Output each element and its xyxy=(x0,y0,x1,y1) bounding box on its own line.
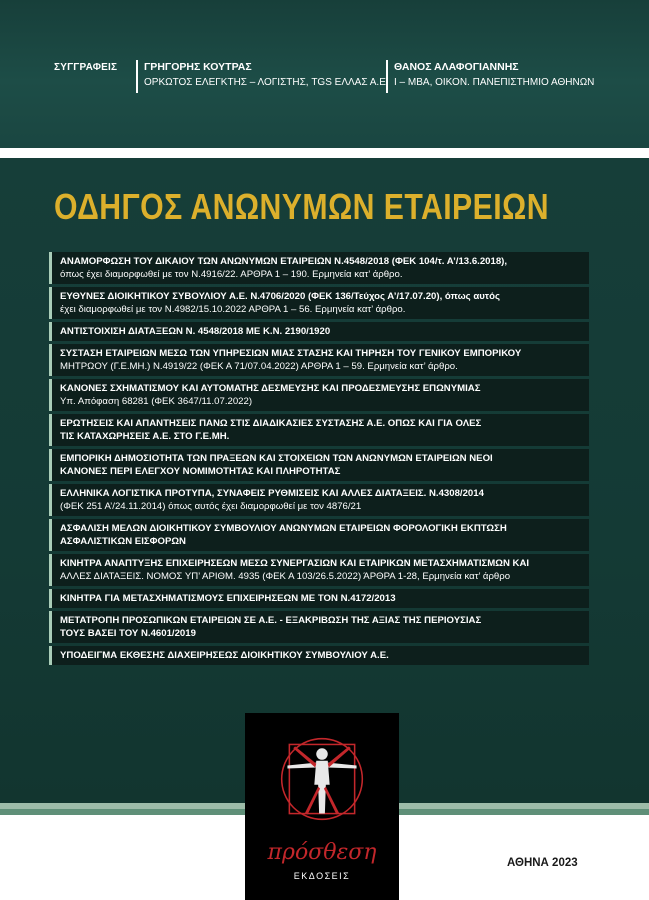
list-item xyxy=(49,322,589,341)
item-detail: ΑΛΛΕΣ ΔΙΑΤΑΞΕΙΣ. ΝΟΜΟΣ ΥΠ’ ΑΡΙΘΜ. 4935 (ΦΕΚ Α 103/26.5.2022) ΆΡΘΡΑ 1-28, Ερμηνεία κατ’ άρθρο xyxy=(60,571,511,582)
author-name: ΓΡΗΓΟΡΗΣ ΚΟΥΤΡΑΣ xyxy=(144,61,252,73)
item-detail: Υπ. Απόφαση 68281 (ΦΕΚ 3647/11.07.2022) xyxy=(60,396,253,407)
item-heading: ΚΑΝΟΝΕΣ ΣΧΗΜΑΤΙΣΜΟΥ ΚΑΙ ΑΥΤΟΜΑΤΗΣ ΔΕΣΜΕΥΣΗΣ ΚΑΙ ΠΡΟΔΕΣΜΕΥΣΗΣ ΕΠΩΝΥΜΙΑΣ xyxy=(60,383,481,394)
list-item xyxy=(49,519,589,551)
authors-label: ΣΥΓΓΡΑΦΕΙΣ xyxy=(54,62,118,73)
author-name: ΘΑΝΟΣ ΑΛΑΦΟΓΙΑΝΝΗΣ xyxy=(394,61,519,73)
item-heading: ΕΥΘΥΝΕΣ ΔΙΟΙΚΗΤΙΚΟΥ ΣΥΒΟΥΛΙΟΥ Α.Ε. Ν.4706/2020 (ΦΕΚ 136/Τεύχος Α’/17.07.20), όπως αυτός xyxy=(60,291,500,302)
list-item xyxy=(49,554,589,586)
item-detail: ΚΑΝΟΝΕΣ ΠΕΡΙ ΕΛΕΓΧΟΥ ΝΟΜΙΜΟΤΗΤΑΣ ΚΑΙ ΠΛΗΡΟΤΗΤΑΣ xyxy=(60,466,341,477)
list-item xyxy=(49,287,589,319)
list-item xyxy=(49,646,589,665)
city-year: ΑΘΗΝΑ 2023 xyxy=(507,857,578,869)
divider xyxy=(0,148,649,158)
author-role: ΟΡΚΩΤΟΣ ΕΛΕΓΚΤΗΣ – ΛΟΓΙΣΤΗΣ, TGS ΕΛΛΑΣ Α.Ε. xyxy=(144,77,389,88)
item-heading: ΣΥΣΤΑΣΗ ΕΤΑΙΡΕΙΩΝ ΜΕΣΩ ΤΩΝ ΥΠΗΡΕΣΙΩΝ ΜΙΑΣ ΣΤΑΣΗΣ ΚΑΙ ΤΗΡΗΣΗ ΤΟΥ ΓΕΝΙΚΟΥ ΕΜΠΟΡΙΚΟΥ xyxy=(60,348,522,359)
item-detail: ΜΗΤΡΩΟΥ (Γ.Ε.ΜΗ.) Ν.4919/22 (ΦΕΚ Α 71/07.04.2022) ΑΡΘΡΑ 1 – 59. Ερμηνεία κατ’ άρθρο. xyxy=(60,361,458,372)
vitruvian-man-icon xyxy=(274,731,370,827)
item-heading: ΚΙΝΗΤΡΑ ΑΝΑΠΤΥΞΗΣ ΕΠΙΧΕΙΡΗΣΕΩΝ ΜΕΣΩ ΣΥΝΕΡΓΑΣΙΩΝ ΚΑΙ ΕΤΑΙΡΙΚΩΝ ΜΕΤΑΣΧΗΜΑΤΙΣΜΩΝ ΚΑΙ xyxy=(60,558,530,569)
publisher-logo xyxy=(245,713,399,900)
list-item xyxy=(49,589,589,608)
list-item xyxy=(49,252,589,284)
item-detail: (ΦΕΚ 251 Α’/24.11.2014) όπως αυτός έχει διαμορφωθεί με τον 4876/21 xyxy=(60,501,362,512)
author-block-2 xyxy=(386,60,594,93)
contents-list xyxy=(49,252,589,668)
author-block-1 xyxy=(136,60,389,93)
list-item xyxy=(49,449,589,481)
list-item xyxy=(49,379,589,411)
author-role: Ι – ΜΒΑ, ΟΙΚΟΝ. ΠΑΝΕΠΙΣΤΗΜΙΟ ΑΘΗΝΩΝ xyxy=(394,77,595,88)
item-detail: όπως έχει διαμορφωθεί με τον Ν.4916/22. ΑΡΘΡΑ 1 – 190. Ερμηνεία κατ’ άρθρο. xyxy=(60,269,403,280)
list-item xyxy=(49,414,589,446)
item-heading: ΕΡΩΤΗΣΕΙΣ ΚΑΙ ΑΠΑΝΤΗΣΕΙΣ ΠΑΝΩ ΣΤΙΣ ΔΙΑΔΙΚΑΣΙΕΣ ΣΥΣΤΑΣΗΣ Α.Ε. ΟΠΩΣ ΚΑΙ ΓΙΑ ΟΛΕΣ xyxy=(60,418,482,429)
item-heading: ΕΛΛΗΝΙΚΑ ΛΟΓΙΣΤΙΚΑ ΠΡΟΤΥΠΑ, ΣΥΝΑΦΕΙΣ ΡΥΘΜΙΣΕΙΣ ΚΑΙ ΑΛΛΕΣ ΔΙΑΤΑΞΕΙΣ. Ν.4308/2014 xyxy=(60,488,484,499)
item-heading: ΚΙΝΗΤΡΑ ΓΙΑ ΜΕΤΑΣΧΗΜΑΤΙΣΜΟΥΣ ΕΠΙΧΕΙΡΗΣΕΩΝ ΜΕ ΤΟΝ Ν.4172/2013 xyxy=(60,593,396,604)
item-detail: ΤΙΣ ΚΑΤΑΧΩΡΗΣΕΙΣ Α.Ε. ΣΤΟ Γ.Ε.ΜΗ. xyxy=(60,431,230,442)
list-item xyxy=(49,484,589,516)
book-title: ΟΔΗΓΟΣ ΑΝΩΝΥΜΩΝ ΕΤΑΙΡΕΙΩΝ xyxy=(54,186,549,227)
item-heading: ΑΣΦΑΛΙΣΗ ΜΕΛΩΝ ΔΙΟΙΚΗΤΙΚΟΥ ΣΥΜΒΟΥΛΙΟΥ ΑΝΩΝΥΜΩΝ ΕΤΑΙΡΕΙΩΝ ΦΟΡΟΛΟΓΙΚΗ ΕΚΠΤΩΣΗ xyxy=(60,523,507,534)
item-heading: ΑΝΤΙΣΤΟΙΧΙΣΗ ΔΙΑΤΑΞΕΩΝ Ν. 4548/2018 ΜΕ Κ.Ν. 2190/1920 xyxy=(60,326,331,337)
item-heading: ΥΠΟΔΕΙΓΜΑ ΕΚΘΕΣΗΣ ΔΙΑΧΕΙΡΗΣΕΩΣ ΔΙΟΙΚΗΤΙΚΟΥ ΣΥΜΒΟΥΛΙΟΥ Α.Ε. xyxy=(60,650,389,661)
item-heading: ΕΜΠΟΡΙΚΗ ΔΗΜΟΣΙΟΤΗΤΑ ΤΩΝ ΠΡΑΞΕΩΝ ΚΑΙ ΣΤΟΙΧΕΙΩΝ ΤΩΝ ΑΝΩΝΥΜΩΝ ΕΤΑΙΡΕΙΩΝ ΝΕΟΙ xyxy=(60,453,493,464)
publisher-subtitle: ΕΚΔΟΣΕΙΣ xyxy=(293,871,351,881)
item-heading: ΜΕΤΑΤΡΟΠΗ ΠΡΟΣΩΠΙΚΩΝ ΕΤΑΙΡΕΙΩΝ ΣΕ Α.Ε. - ΕΞΑΚΡΙΒΩΣΗ ΤΗΣ ΑΞΙΑΣ ΤΗΣ ΠΕΡΙΟΥΣΙΑΣ xyxy=(60,615,482,626)
item-heading: ΑΝΑΜΟΡΦΩΣΗ ΤΟΥ ΔΙΚΑΙΟΥ ΤΩΝ ΑΝΩΝΥΜΩΝ ΕΤΑΙΡΕΙΩΝ Ν.4548/2018 (ΦΕΚ 104/τ. Α’/13.6.2018), xyxy=(60,256,508,267)
list-item xyxy=(49,611,589,643)
item-detail: έχει διαμορφωθεί με τον Ν.4982/15.10.2022 ΑΡΘΡΑ 1 – 56. Ερμηνεία κατ’ άρθρο. xyxy=(60,304,406,315)
item-detail: ΤΟΥΣ ΒΑΣΕΙ ΤΟΥ Ν.4601/2019 xyxy=(60,628,196,639)
publisher-name: πρόσθεση xyxy=(267,840,377,865)
item-detail: ΑΣΦΑΛΙΣΤΙΚΩΝ ΕΙΣΦΟΡΩΝ xyxy=(60,536,186,547)
list-item xyxy=(49,344,589,376)
